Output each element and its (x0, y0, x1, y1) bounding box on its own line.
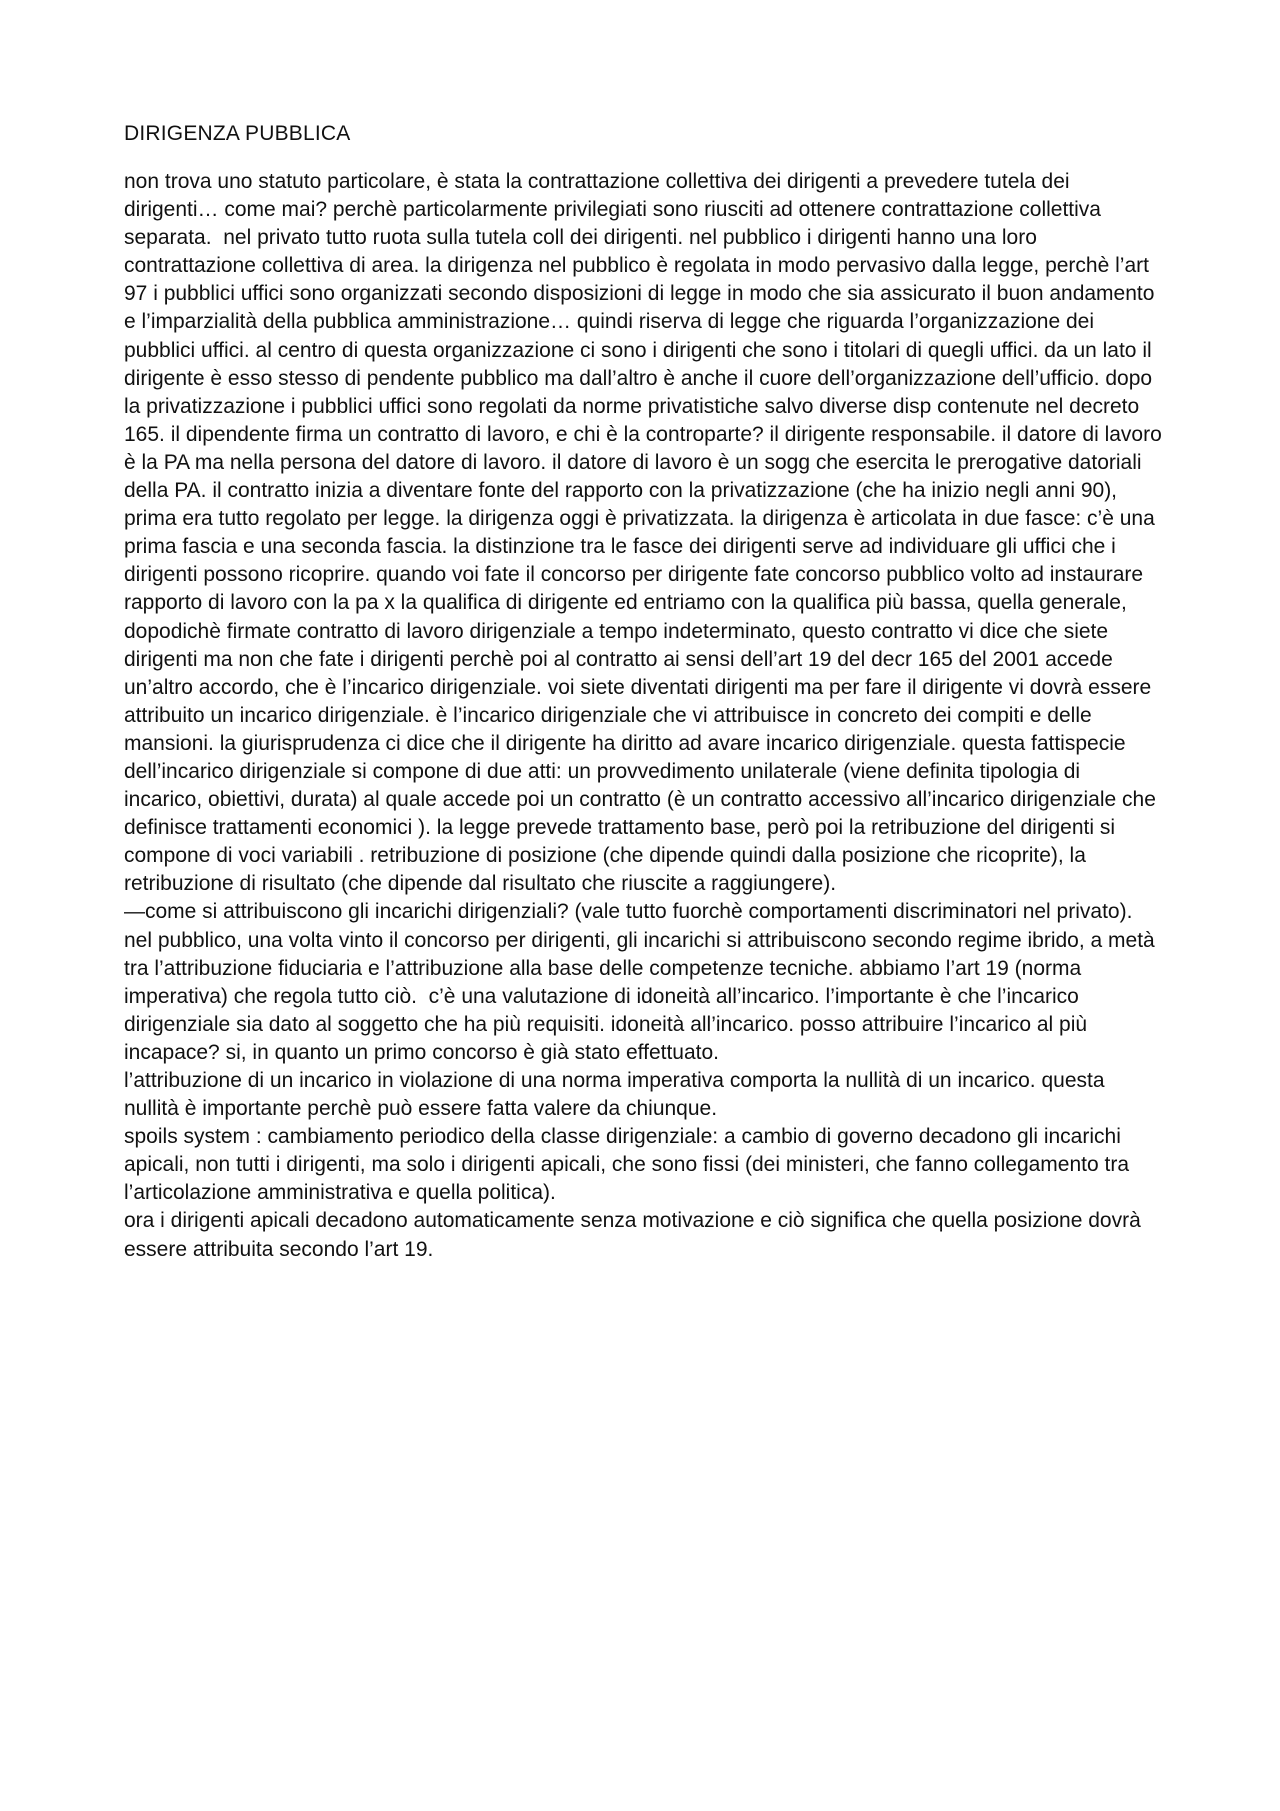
document-body (124, 168, 1168, 1264)
document-page (124, 120, 1168, 1264)
paragraph-dirigenti-apicali: ora i dirigenti apicali decadono automaticamente senza motivazione e ciò significa che quella posizione dovrà essere attribuita secondo l’art 19. (124, 1209, 1147, 1261)
paragraph-spoils-system: spoils system : cambiamento periodico della classe dirigenziale: a cambio di governo decadono gli incarichi apicali, non tutti i dirigenti, ma solo i dirigenti apicali, che sono fissi (dei ministeri, che fanno collegamento tra l’articolazione amministrativa e quella politica). (124, 1125, 1135, 1205)
paragraph-incarichi: —come si attribuiscono gli incarichi dirigenziali? (vale tutto fuorchè comportamenti discriminatori nel privato). nel pubblico, una volta vinto il concorso per dirigenti, gli incarichi si attribuiscono secondo regime ibrido, a metà tra l’attribuzione fiduciaria e l’attribuzione alla base delle competenze tecniche. abbiamo l’art 19 (norma imperativa) che regola tutto ciò. c’è una valutazione di idoneità all’incarico. l’importante è che l’incarico dirigenziale sia dato al soggetto che ha più requisiti. idoneità all’incarico. posso attribuire l’incarico al più incapace? si, in quanto un primo concorso è già stato effettuato. (124, 900, 1161, 1064)
paragraph-nullita: l’attribuzione di un incarico in violazione di una norma imperativa comporta la nullità di un incarico. questa nullità è importante perchè può essere fatta valere da chiunque. (124, 1069, 1111, 1121)
paragraph-intro: non trova uno statuto particolare, è stata la contrattazione collettiva dei dirigenti a prevedere tutela dei dirigenti… come mai? perchè particolarmente privilegiati sono riusciti ad ottenere contrattazione collettiva separata. nel privato tutto ruota sulla tutela coll dei dirigenti. nel pubblico i dirigenti hanno una loro contrattazione collettiva di area. la dirigenza nel pubblico è regolata in modo pervasivo dalla legge, perchè l’art 97 i pubblici uffici sono organizzati secondo disposizioni di legge in modo che sia assicurato il buon andamento e l’imparzialità della pubblica amministrazione… quindi riserva di legge che riguarda l’organizzazione dei pubblici uffici. al centro di questa organizzazione ci sono i dirigenti che sono i titolari di quegli uffici. da un lato il dirigente è esso stesso di pendente pubblico ma dall’altro è anche il cuore dell’organizzazione dell’ufficio. dopo la privatizzazione i pubblici uffici sono regolati da norme privatistiche salvo diverse disp contenute nel decreto 165. il dipendente firma un contratto di lavoro, e chi è la controparte? il dirigente responsabile. il datore di lavoro è la PA ma nella persona del datore di lavoro. il datore di lavoro è un sogg che esercita le prerogative datoriali della PA. il contratto inizia a diventare fonte del rapporto con la privatizzazione (che ha inizio negli anni 90), prima era tutto regolato per legge. la dirigenza oggi è privatizzata. la dirigenza è articolata in due fasce: c’è una prima fascia e una seconda fascia. la distinzione tra le fasce dei dirigenti serve ad individuare gli uffici che i dirigenti possono ricoprire. quando voi fate il concorso per dirigente fate concorso pubblico volto ad instaurare rapporto di lavoro con la pa x la qualifica di dirigente ed entriamo con la qualifica più bassa, quella generale, dopodichè firmate contratto di lavoro dirigenziale a tempo indeterminato, questo contratto vi dice che siete dirigenti ma non che fate i dirigenti perchè poi al contratto ai sensi dell’art 19 del decr 165 del 2001 accede un’altro accordo, che è l’incarico dirigenziale. voi siete diventati dirigenti ma per fare il dirigente vi dovrà essere attribuito un incarico dirigenziale. è l’incarico dirigenziale che vi attribuisce in concreto dei compiti e delle mansioni. la giurisprudenza ci dice che il dirigente ha diritto ad avare incarico dirigenziale. questa fattispecie dell’incarico dirigenziale si compone di due atti: un provvedimento unilaterale (viene definita tipologia di incarico, obiettivi, durata) al quale accede poi un contratto (è un contratto accessivo all’incarico dirigenziale che definisce trattamenti economici ). la legge prevede trattamento base, però poi la retribuzione del dirigenti si compone di voci variabili . retribuzione di posizione (che dipende quindi dalla posizione che ricoprite), la retribuzione di risultato (che dipende dal risultato che riuscite a raggiungere). (124, 170, 1168, 896)
document-title: DIRIGENZA PUBBLICA (124, 122, 351, 145)
